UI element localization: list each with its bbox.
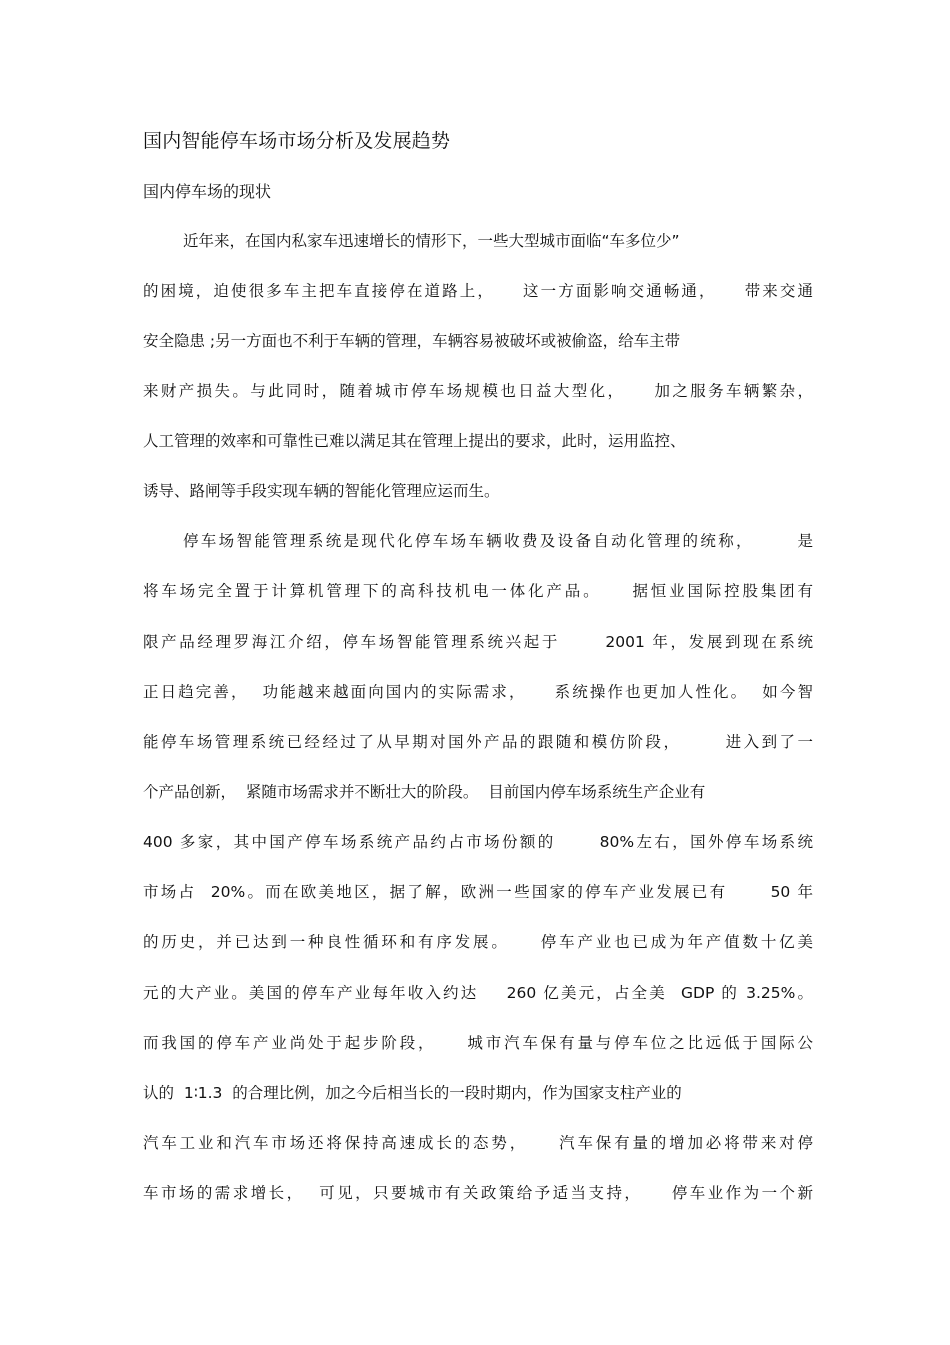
paragraph-line: 将车场完全置于计算机管理下的高科技机电一体化产品。 据恒业国际控股集团有	[143, 582, 813, 600]
paragraph-line: 的历史，并已达到一种良性循环和有序发展。 停车产业也已成为年产值数十亿美	[143, 933, 813, 951]
section-heading: 国内停车场的现状	[143, 182, 272, 201]
paragraph-line: 400 多家，其中国产停车场系统产品约占市场份额的 80%左右，国外停车场系统	[143, 833, 813, 851]
paragraph-line: 正日趋完善， 功能越来越面向国内的实际需求， 系统操作也更加人性化。 如今智	[143, 683, 813, 701]
paragraph-line: 而我国的停车产业尚处于起步阶段， 城市汽车保有量与停车位之比远低于国际公	[143, 1034, 813, 1052]
paragraph-line: 市场占 20%。而在欧美地区，据了解，欧洲一些国家的停车产业发展已有 50 年	[143, 883, 813, 901]
paragraph-line: 限产品经理罗海江介绍，停车场智能管理系统兴起于 2001 年，发展到现在系统	[143, 633, 813, 651]
paragraph-line: 元的大产业。美国的停车产业每年收入约达 260 亿美元，占全美 GDP 的 3.25%。	[143, 984, 813, 1002]
paragraph-line: 认的 1∶1.3 的合理比例，加之今后相当长的一段时期内，作为国家支柱产业的	[143, 1084, 682, 1102]
paragraph-line: 的困境，迫使很多车主把车直接停在道路上， 这一方面影响交通畅通， 带来交通	[143, 282, 813, 300]
paragraph-line: 停车场智能管理系统是现代化停车场车辆收费及设备自动化管理的统称， 是	[183, 532, 813, 550]
paragraph-line: 汽车工业和汽车市场还将保持高速成长的态势， 汽车保有量的增加必将带来对停	[143, 1134, 813, 1152]
paragraph-line: 个产品创新， 紧随市场需求并不断壮大的阶段。 目前国内停车场系统生产企业有	[143, 783, 706, 801]
paragraph-line: 车市场的需求增长， 可见，只要城市有关政策给予适当支持， 停车业作为一个新	[143, 1184, 813, 1202]
paragraph-line: 人工管理的效率和可靠性已难以满足其在管理上提出的要求，此时，运用监控、	[143, 432, 686, 450]
paragraph-line: 诱导、路闸等手段实现车辆的智能化管理应运而生。	[143, 482, 500, 500]
paragraph-line: 近年来，在国内私家车迅速增长的情形下，一些大型城市面临“车多位少”	[183, 232, 680, 250]
document-title: 国内智能停车场市场分析及发展趋势	[143, 130, 451, 152]
paragraph-line: 能停车场管理系统已经经过了从早期对国外产品的跟随和模仿阶段， 进入到了一	[143, 733, 813, 751]
paragraph-line: 来财产损失。与此同时，随着城市停车场规模也日益大型化， 加之服务车辆繁杂，	[143, 382, 813, 400]
paragraph-line: 安全隐患 ;另一方面也不利于车辆的管理，车辆容易被破坏或被偷盗，给车主带	[143, 332, 681, 350]
